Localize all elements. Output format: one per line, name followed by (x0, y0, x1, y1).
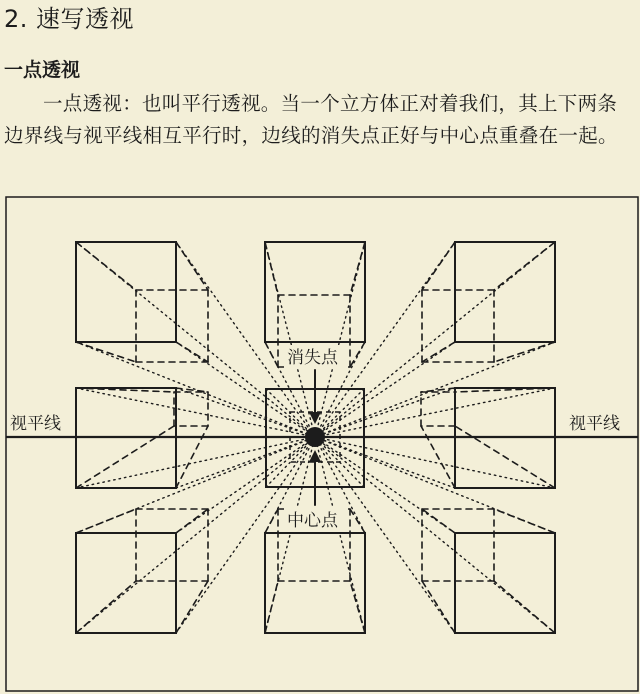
vanishing-point-dot (305, 427, 325, 447)
cube-depth-edge (494, 342, 555, 362)
cube-depth-edge (350, 581, 365, 633)
vanishing-point-label: 消失点 (287, 348, 338, 368)
vanishing-ray (315, 437, 555, 633)
cube-front-face (265, 242, 365, 342)
vanishing-ray (76, 437, 315, 633)
center-ray (266, 437, 315, 487)
horizon-left-label: 视平线 (10, 414, 61, 434)
subsection-title: 一点透视 (4, 59, 81, 81)
vanishing-ray (176, 242, 315, 437)
cube-front-face (455, 533, 555, 633)
center-point-label: 中心点 (287, 511, 338, 531)
vanishing-ray (176, 437, 315, 633)
cube-depth-edge (176, 581, 208, 633)
cube-depth-edge (76, 342, 136, 362)
cube-depth-edge (350, 509, 365, 533)
vanishing-ray (76, 388, 315, 437)
vanishing-ray (315, 437, 365, 633)
horizon-right-label: 视平线 (569, 414, 620, 434)
cube-depth-edge (422, 581, 455, 633)
section-title: 2. 速写透视 (4, 5, 135, 33)
cube-front-face (76, 533, 176, 633)
cube-depth-edge (176, 242, 208, 290)
cube-front-face (455, 242, 555, 342)
vanishing-ray (76, 437, 315, 488)
cube-front-face (76, 242, 176, 342)
vanishing-ray (315, 388, 555, 437)
one-point-perspective-diagram (0, 194, 640, 694)
cube-depth-edge (76, 426, 174, 488)
cube-depth-edge (350, 342, 365, 367)
cube-depth-edge (455, 426, 555, 488)
perspective-figure (0, 194, 640, 694)
body-paragraph: 一点透视：也叫平行透视。当一个立方体正对着我们，其上下两条边界线与视平线相互平行时，边线的消失点正好与中心点重叠在一起。 (4, 92, 618, 147)
cube-depth-edge (421, 426, 455, 488)
cube-bottom-left (76, 509, 208, 633)
